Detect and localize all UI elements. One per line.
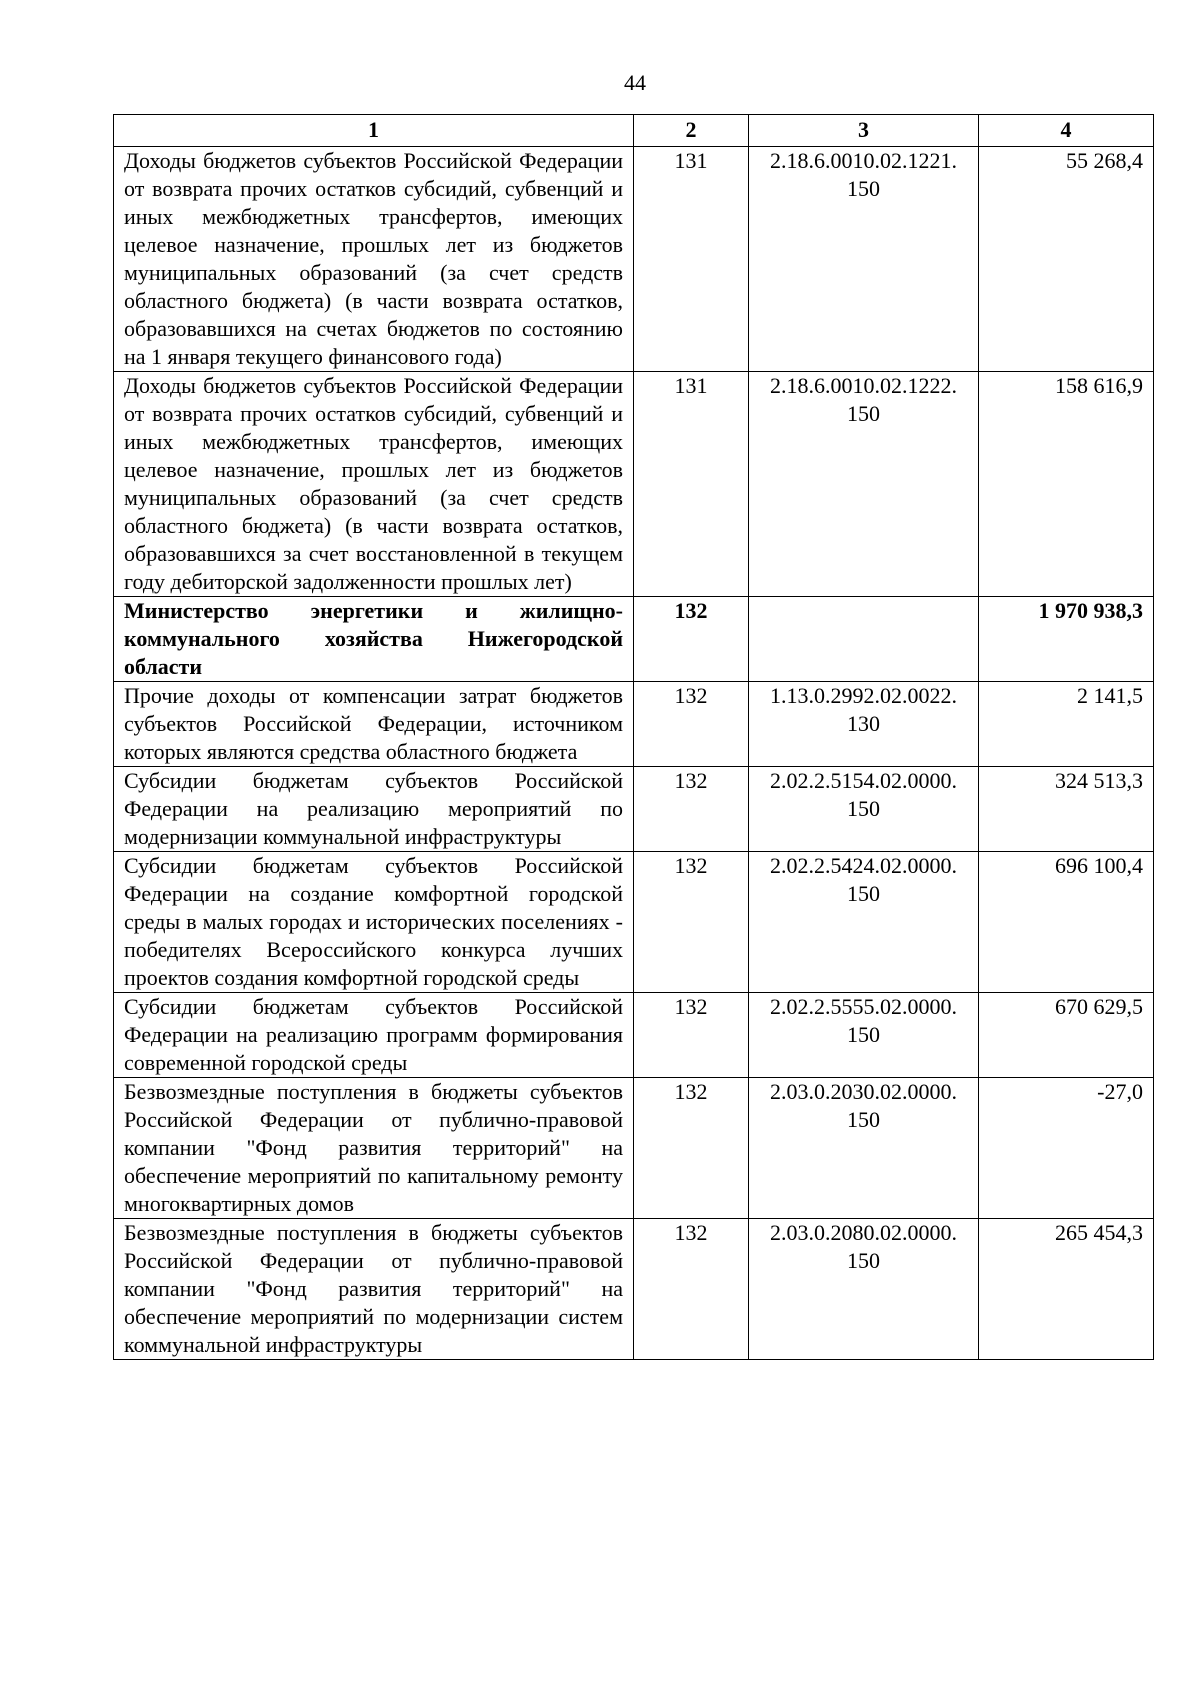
budget-code-line-1: 2.03.0.2080.02.0000. bbox=[770, 1220, 957, 1245]
header-col-2: 2 bbox=[634, 115, 749, 147]
table-row bbox=[114, 852, 1154, 993]
budget-code-line-1: 2.18.6.0010.02.1221. bbox=[770, 148, 957, 173]
budget-code-line-2: 150 bbox=[847, 1022, 880, 1047]
row-amount: 324 513,3 bbox=[979, 767, 1154, 852]
table-row bbox=[114, 1219, 1154, 1360]
table-row bbox=[114, 147, 1154, 372]
budget-code-line-2: 150 bbox=[847, 176, 880, 201]
budget-code-line-1: 2.03.0.2030.02.0000. bbox=[770, 1079, 957, 1104]
row-budget-code bbox=[749, 682, 979, 767]
row-admin-code: 132 bbox=[634, 1078, 749, 1219]
row-admin-code: 132 bbox=[634, 993, 749, 1078]
row-admin-code: 132 bbox=[634, 1219, 749, 1360]
budget-code-line-1: 2.02.2.5424.02.0000. bbox=[770, 853, 957, 878]
budget-code-line-2: 150 bbox=[847, 1107, 880, 1132]
row-admin-code: 131 bbox=[634, 372, 749, 597]
table-row bbox=[114, 597, 1154, 682]
row-description: Безвозмездные поступления в бюджеты субъектов Российской Федерации от публично-правовой компании "Фонд развития территорий" на обеспечение мероприятий по капитальному ремонту многоквартирных домов bbox=[114, 1078, 634, 1219]
row-admin-code: 132 bbox=[634, 852, 749, 993]
row-description: Министерство энергетики и жилищно-коммунального хозяйства Нижегородской области bbox=[114, 597, 634, 682]
row-budget-code bbox=[749, 1078, 979, 1219]
row-description: Субсидии бюджетам субъектов Российской Федерации на реализацию мероприятий по модернизации коммунальной инфраструктуры bbox=[114, 767, 634, 852]
row-admin-code: 132 bbox=[634, 597, 749, 682]
row-description: Доходы бюджетов субъектов Российской Федерации от возврата прочих остатков субсидий, субвенций и иных межбюджетных трансфертов, имеющих целевое назначение, прошлых лет из бюджетов муниципальных образований (за счет средств областного бюджета) (в части возврата остатков, образовавшихся на счетах бюджетов по состоянию на 1 января текущего финансового года) bbox=[114, 147, 634, 372]
budget-code-line-2: 150 bbox=[847, 881, 880, 906]
header-row bbox=[114, 115, 1154, 147]
header-col-1: 1 bbox=[114, 115, 634, 147]
row-admin-code: 132 bbox=[634, 767, 749, 852]
row-budget-code bbox=[749, 597, 979, 682]
budget-code-line-2: 130 bbox=[847, 711, 880, 736]
header-col-3: 3 bbox=[749, 115, 979, 147]
budget-code-line-1: 2.18.6.0010.02.1222. bbox=[770, 373, 957, 398]
table-row bbox=[114, 372, 1154, 597]
row-amount: 2 141,5 bbox=[979, 682, 1154, 767]
budget-code-line-1: 2.02.2.5555.02.0000. bbox=[770, 994, 957, 1019]
table-row bbox=[114, 767, 1154, 852]
row-budget-code bbox=[749, 372, 979, 597]
row-budget-code bbox=[749, 147, 979, 372]
budget-code-line-1: 2.02.2.5154.02.0000. bbox=[770, 768, 957, 793]
budget-code-line-1: 1.13.0.2992.02.0022. bbox=[770, 683, 957, 708]
row-admin-code: 132 bbox=[634, 682, 749, 767]
budget-code-line-2: 150 bbox=[847, 401, 880, 426]
row-budget-code bbox=[749, 1219, 979, 1360]
page-number: 44 bbox=[624, 70, 646, 95]
row-budget-code bbox=[749, 767, 979, 852]
budget-table bbox=[113, 114, 1154, 1360]
budget-code-line-2: 150 bbox=[847, 1248, 880, 1273]
table-row bbox=[114, 682, 1154, 767]
table-row bbox=[114, 1078, 1154, 1219]
row-admin-code: 131 bbox=[634, 147, 749, 372]
header-col-4: 4 bbox=[979, 115, 1154, 147]
row-description: Субсидии бюджетам субъектов Российской Федерации на реализацию программ формирования современной городской среды bbox=[114, 993, 634, 1078]
row-budget-code bbox=[749, 993, 979, 1078]
row-amount: 265 454,3 bbox=[979, 1219, 1154, 1360]
row-description: Субсидии бюджетам субъектов Российской Федерации на создание комфортной городской среды в малых городах и исторических поселениях - победителях Всероссийского конкурса лучших проектов создания комфортной городской среды bbox=[114, 852, 634, 993]
row-budget-code bbox=[749, 852, 979, 993]
budget-code-line-2: 150 bbox=[847, 796, 880, 821]
table-body bbox=[114, 147, 1154, 1360]
row-amount: -27,0 bbox=[979, 1078, 1154, 1219]
row-description: Доходы бюджетов субъектов Российской Федерации от возврата прочих остатков субсидий, субвенций и иных межбюджетных трансфертов, имеющих целевое назначение, прошлых лет из бюджетов муниципальных образований (за счет средств областного бюджета) (в части возврата остатков, образовавшихся за счет восстановленной в текущем году дебиторской задолженности прошлых лет) bbox=[114, 372, 634, 597]
row-description: Безвозмездные поступления в бюджеты субъектов Российской Федерации от публично-правовой компании "Фонд развития территорий" на обеспечение мероприятий по модернизации систем коммунальной инфраструктуры bbox=[114, 1219, 634, 1360]
row-description: Прочие доходы от компенсации затрат бюджетов субъектов Российской Федерации, источником которых являются средства областного бюджета bbox=[114, 682, 634, 767]
row-amount: 1 970 938,3 bbox=[979, 597, 1154, 682]
row-amount: 158 616,9 bbox=[979, 372, 1154, 597]
row-amount: 670 629,5 bbox=[979, 993, 1154, 1078]
table-header bbox=[114, 115, 1154, 147]
row-amount: 696 100,4 bbox=[979, 852, 1154, 993]
row-amount: 55 268,4 bbox=[979, 147, 1154, 372]
table-row bbox=[114, 993, 1154, 1078]
